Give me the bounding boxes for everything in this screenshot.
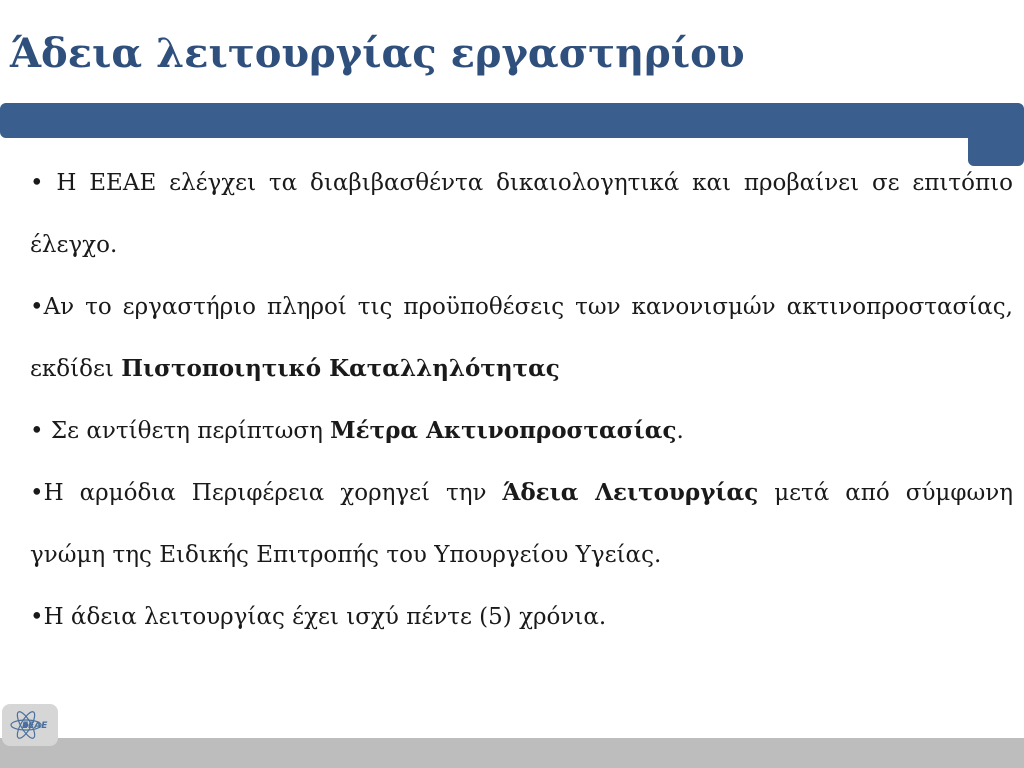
bullet-item <box>30 586 1013 648</box>
bullet-item <box>30 400 1013 462</box>
bullet-text: •Αν το εργαστήριο πληροί τις προϋποθέσεις των κανονισμών ακτινοπροστασίας, εκδίδει <box>30 294 1013 382</box>
bullet-emphasis: Μέτρα Ακτινοπροστασίας <box>330 417 677 444</box>
bullet-text: •Η άδεια λειτουργίας έχει ισχύ πέντε (5) χρόνια. <box>30 604 607 630</box>
bullet-item <box>30 152 1013 276</box>
bullet-emphasis: Πιστοποιητικό Καταλληλότητας <box>121 355 560 382</box>
bullet-text: •Η αρμόδια Περιφέρεια χορηγεί την <box>30 480 503 506</box>
footer-bar <box>0 738 1024 768</box>
title-accent-bar <box>0 103 1024 138</box>
content-body <box>30 152 1013 648</box>
bullet-text: . <box>676 418 684 444</box>
bullet-item <box>30 462 1013 586</box>
bullet-text: • Σε αντίθετη περίπτωση <box>30 418 331 444</box>
logo-text: ΕΕΑΕ <box>22 721 48 731</box>
bullet-text: μετά από σύμφωνη γνώμη της Ειδικής Επιτροπής του Υπουργείου Υγείας. <box>30 480 1013 568</box>
bullet-emphasis: Άδεια Λειτουργίας <box>502 479 759 506</box>
bullet-item <box>30 276 1013 400</box>
bullet-text: • Η ΕΕΑΕ ελέγχει τα διαβιβασθέντα δικαιολογητικά και προβαίνει σε επιτόπιο έλεγχο. <box>30 170 1013 258</box>
eeae-logo <box>2 704 58 746</box>
slide-title: Άδεια λειτουργίας εργαστηρίου <box>10 30 745 77</box>
